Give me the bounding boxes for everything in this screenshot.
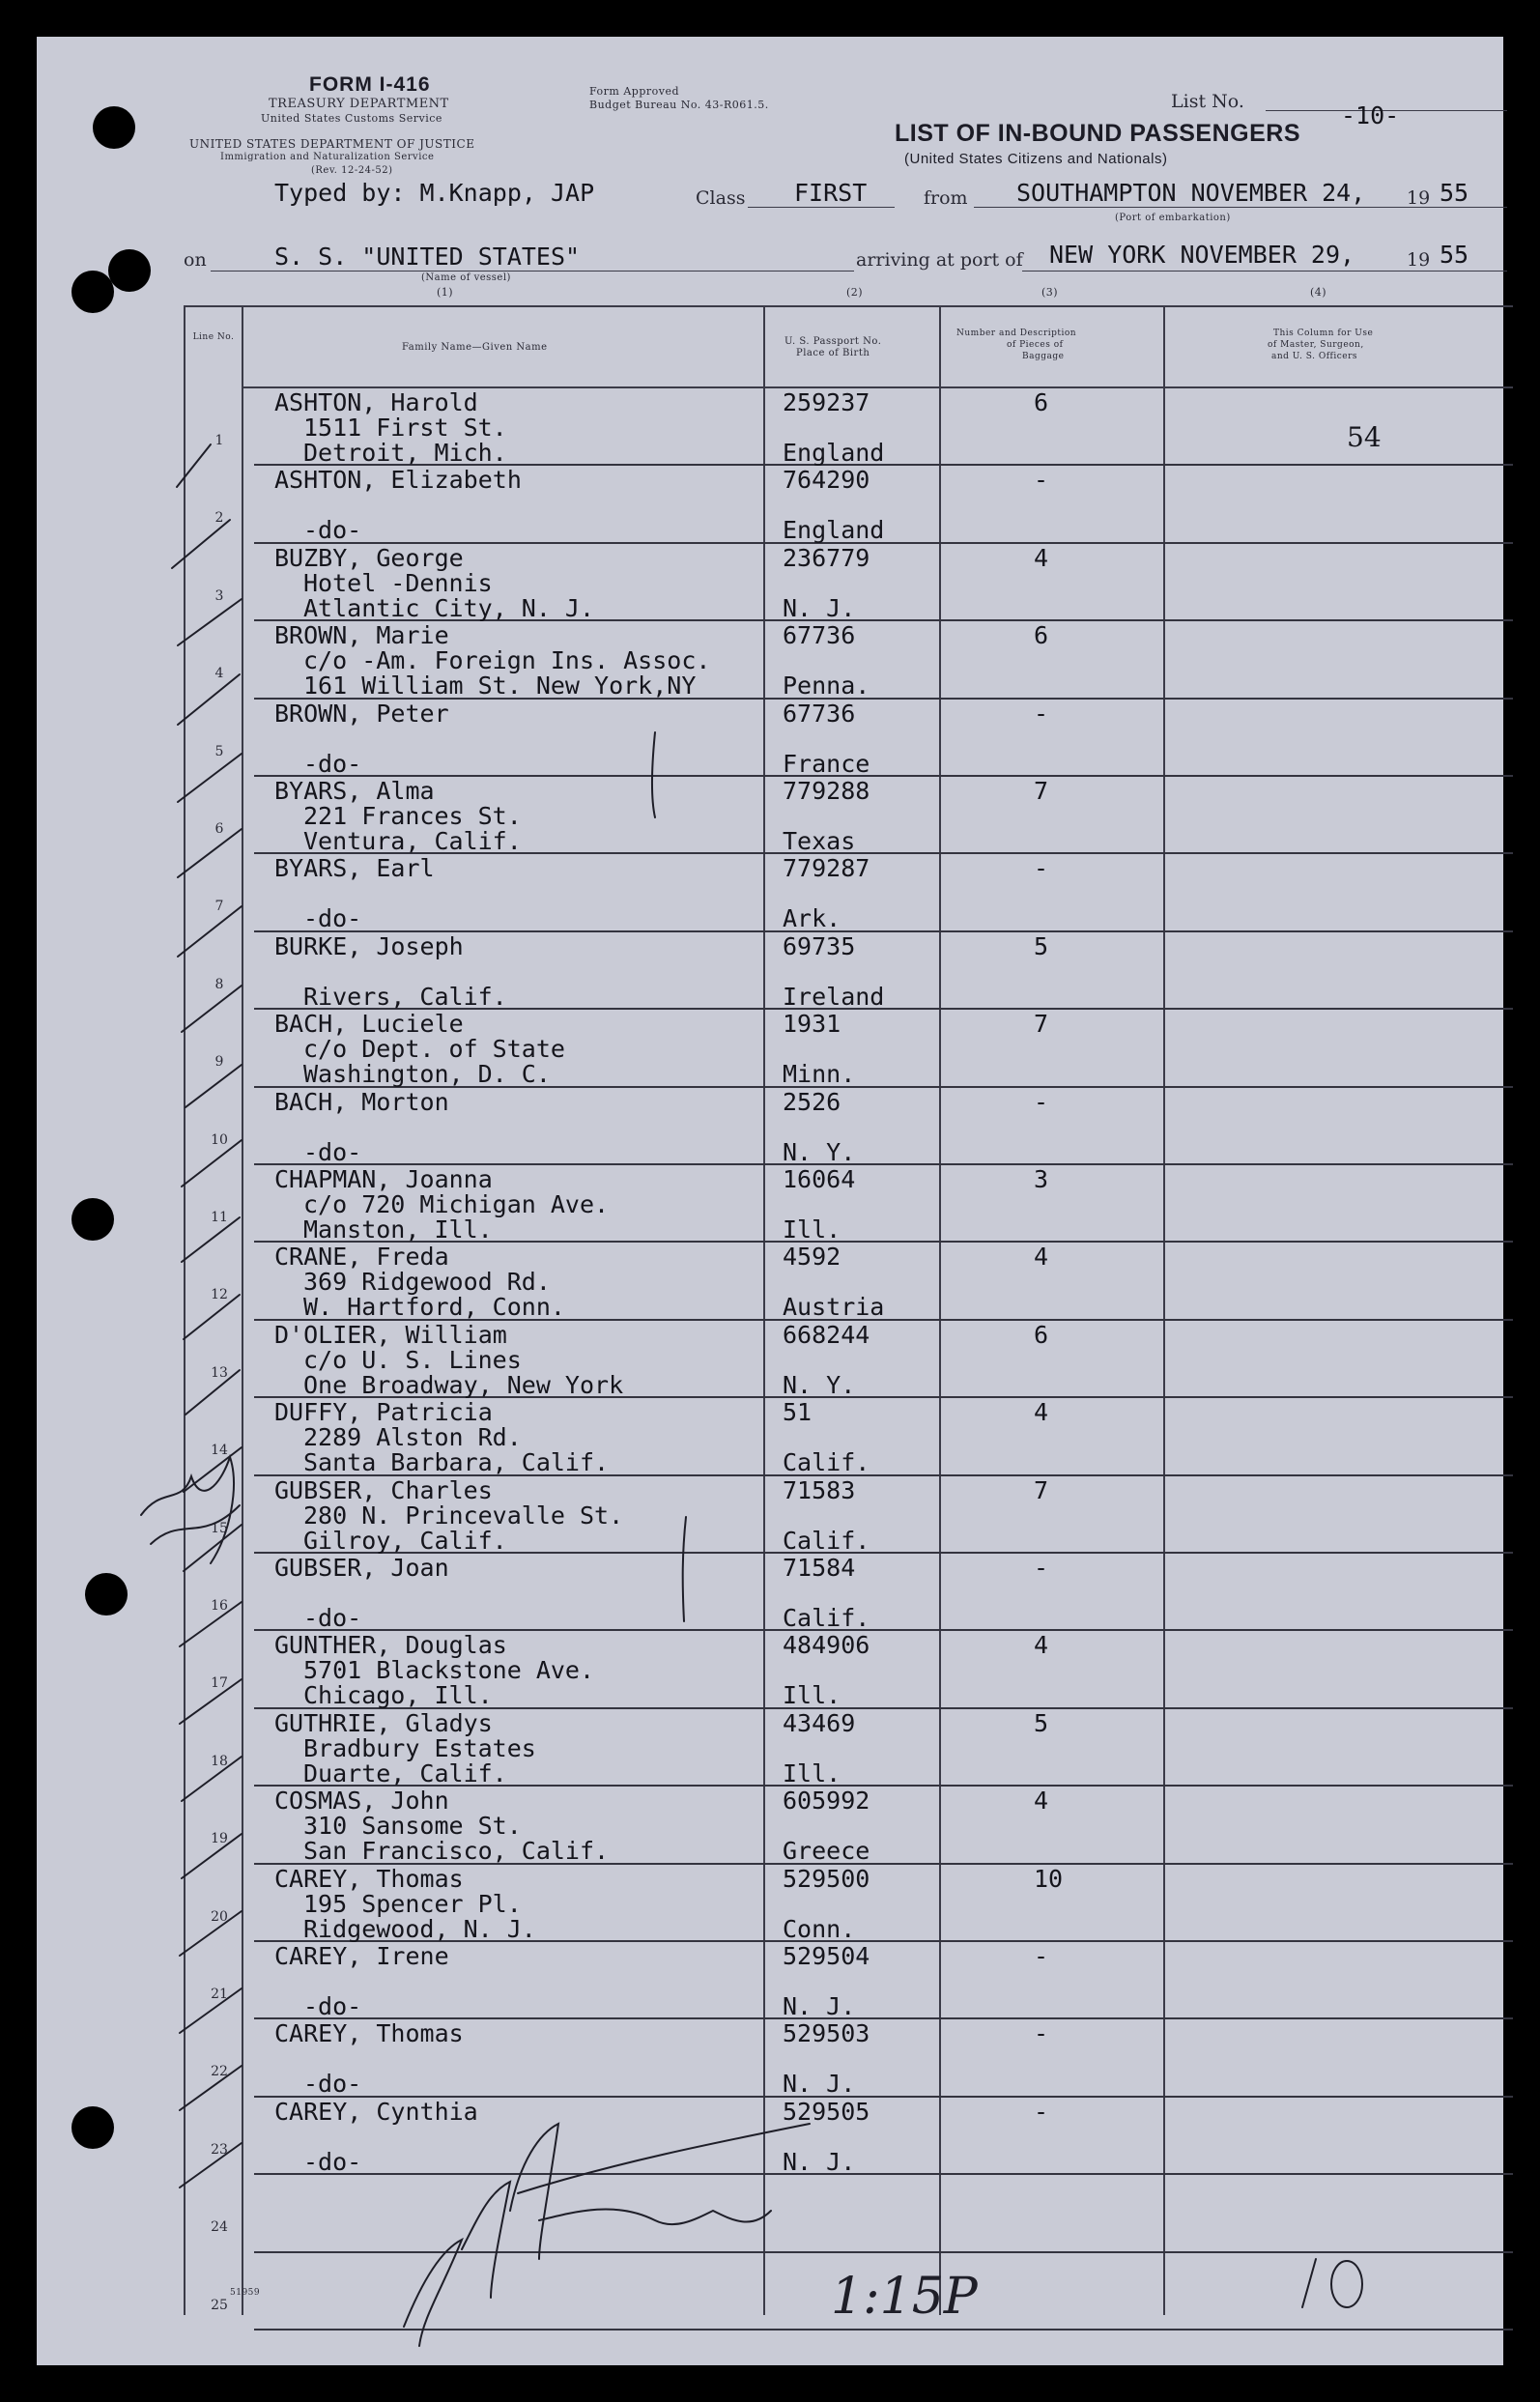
passenger-name: GUNTHER, Douglas: [274, 1631, 507, 1660]
passenger-name: BROWN, Marie: [274, 621, 449, 650]
passenger-name: BUZBY, George: [274, 543, 464, 572]
passport-number: 4592: [783, 1243, 841, 1272]
header-birthplace: Place of Birth: [796, 348, 870, 358]
column-number: (1): [437, 286, 454, 299]
birthplace: Ark.: [783, 904, 841, 933]
check-mark: [178, 754, 242, 802]
birthplace: N. J.: [783, 593, 856, 622]
baggage-count: -: [1034, 699, 1049, 728]
address-line: Washington, D. C.: [303, 1060, 551, 1089]
binder-hole: [93, 106, 135, 149]
check-mark: [178, 599, 242, 645]
line-number: 21: [211, 1987, 228, 2002]
check-mark: [178, 674, 240, 725]
address-line: -do-: [303, 2147, 362, 2176]
pen-stroke: [683, 1517, 686, 1621]
approval-line: Form Approved: [589, 85, 680, 98]
check-mark: [172, 520, 230, 568]
header-baggage: Baggage: [1022, 352, 1065, 361]
baggage-count: 4: [1034, 1243, 1049, 1272]
line-number: 17: [211, 1675, 228, 1692]
birthplace: N. Y.: [783, 1137, 856, 1166]
passenger-name: GUBSER, Charles: [274, 1475, 493, 1504]
address-line: c/o 720 Michigan Ave.: [303, 1190, 610, 1218]
header-line-no: Line No.: [192, 332, 235, 342]
header-baggage: of Pieces of: [1007, 340, 1064, 350]
form-title: LIST OF IN-BOUND PASSENGERS: [895, 120, 1301, 147]
row-divider: [254, 2329, 1513, 2331]
birthplace: Minn.: [783, 1060, 856, 1089]
check-mark: [177, 444, 211, 487]
address-line: Hotel -Dennis: [303, 568, 493, 597]
address-line: Ventura, Calif.: [303, 827, 522, 855]
header-baggage: Number and Description: [956, 329, 1077, 338]
list-no-label: List No.: [1171, 91, 1244, 112]
column-divider: [1163, 305, 1165, 2315]
class-label: Class: [696, 187, 746, 209]
revision-date: (Rev. 12-24-52): [311, 165, 393, 176]
line-number: 2: [214, 510, 224, 527]
address-line: -do-: [303, 1137, 362, 1166]
class-line: [748, 207, 895, 208]
vessel-value: S. S. "UNITED STATES": [274, 243, 581, 271]
passport-number: 1931: [783, 1010, 841, 1039]
year-value: 55: [1440, 179, 1469, 207]
approval-line: Budget Bureau No. 43-R061.5.: [589, 99, 769, 111]
binder-hole: [71, 1198, 114, 1241]
birthplace: Ill.: [783, 1215, 841, 1244]
birthplace: N. J.: [783, 2147, 856, 2176]
check-mark: [185, 1065, 242, 1107]
passenger-name: BYARS, Alma: [274, 777, 435, 805]
address-line: Bradbury Estates: [303, 1733, 536, 1762]
baggage-count: -: [1034, 466, 1049, 495]
header-officers: and U. S. Officers: [1271, 352, 1358, 361]
binder-hole: [71, 271, 114, 313]
line-number: 9: [214, 1054, 224, 1071]
embarkation-caption: (Port of embarkation): [1115, 213, 1231, 223]
passenger-name: GUTHRIE, Gladys: [274, 1708, 493, 1737]
passenger-name: CAREY, Thomas: [274, 2019, 464, 2048]
birthplace: Ireland: [783, 982, 885, 1011]
line-number: 3: [214, 587, 224, 604]
passenger-name: BURKE, Joseph: [274, 931, 464, 960]
birthplace: England: [783, 516, 885, 545]
binder-hole: [108, 249, 151, 292]
agency-line: UNITED STATES DEPARTMENT OF JUSTICE: [189, 137, 475, 151]
address-line: Manston, Ill.: [303, 1215, 493, 1244]
on-label: on: [184, 249, 207, 271]
line-number: 19: [211, 1831, 228, 1847]
birthplace: N. J.: [783, 1992, 856, 2020]
address-line: Duarte, Calif.: [303, 1759, 507, 1787]
birthplace: Greece: [783, 1837, 870, 1866]
address-line: -do-: [303, 1992, 362, 2020]
line-number: 11: [211, 1210, 228, 1225]
passport-number: 779288: [783, 777, 870, 805]
address-line: c/o U. S. Lines: [303, 1345, 522, 1374]
birthplace: Calif.: [783, 1604, 870, 1632]
address-line: -do-: [303, 1604, 362, 1632]
address-line: 369 Ridgewood Rd.: [303, 1268, 551, 1297]
address-line: 161 William St. New York,NY: [303, 672, 697, 701]
column-divider: [184, 305, 185, 2315]
line-number: 18: [211, 1753, 228, 1769]
baggage-count: 6: [1034, 388, 1049, 416]
binder-hole: [71, 2106, 114, 2149]
passport-number: 67736: [783, 699, 856, 728]
column-divider: [242, 305, 243, 2315]
column-number: (2): [846, 286, 864, 299]
line-number: 1: [214, 433, 224, 448]
line-number: 23: [211, 2141, 228, 2158]
baggage-count: -: [1034, 2097, 1049, 2126]
baggage-count: -: [1034, 854, 1049, 883]
agency-line: TREASURY DEPARTMENT: [269, 97, 449, 111]
address-line: Atlantic City, N. J.: [303, 593, 595, 622]
typed-by: Typed by: M.Knapp, JAP: [274, 179, 595, 207]
arrival-line: [1022, 271, 1507, 272]
line-number: 16: [211, 1598, 228, 1614]
row-divider: [254, 2251, 1513, 2253]
scribble: [141, 1457, 234, 1563]
birthplace: Penna.: [783, 672, 870, 701]
passport-number: 2526: [783, 1087, 841, 1116]
birthplace: Texas: [783, 827, 856, 855]
birthplace: Austria: [783, 1293, 885, 1322]
passport-number: 236779: [783, 543, 870, 572]
arrival-year-value: 55: [1440, 241, 1469, 269]
vessel-line: [211, 271, 854, 272]
baggage-count: 10: [1034, 1864, 1064, 1893]
passenger-name: COSMAS, John: [274, 1787, 449, 1816]
address-line: 5701 Blackstone Ave.: [303, 1656, 595, 1685]
birthplace: England: [783, 439, 885, 467]
birthplace: Ill.: [783, 1681, 841, 1710]
passport-number: 67736: [783, 621, 856, 650]
address-line: 280 N. Princevalle St.: [303, 1501, 624, 1530]
address-line: c/o Dept. of State: [303, 1035, 565, 1064]
line-number: 20: [211, 1908, 228, 1925]
agency-line: United States Customs Service: [261, 112, 442, 125]
baggage-count: -: [1034, 1087, 1049, 1116]
address-line: Rivers, Calif.: [303, 982, 507, 1011]
baggage-count: 4: [1034, 543, 1049, 572]
line-number: 12: [211, 1287, 228, 1303]
address-line: Detroit, Mich.: [303, 439, 507, 467]
passport-number: 529505: [783, 2097, 870, 2126]
address-line: -do-: [303, 2070, 362, 2099]
column-number: (4): [1310, 286, 1327, 299]
year-prefix: 19: [1407, 187, 1431, 209]
passenger-name: DUFFY, Patricia: [274, 1398, 493, 1427]
passenger-name: CHAPMAN, Joanna: [274, 1165, 493, 1193]
baggage-count: -: [1034, 1942, 1049, 1970]
baggage-count: 6: [1034, 1320, 1049, 1349]
address-line: One Broadway, New York: [303, 1370, 624, 1399]
baggage-count: 7: [1034, 777, 1049, 805]
row-divider: [254, 775, 1513, 777]
passport-number: 764290: [783, 466, 870, 495]
passport-number: 43469: [783, 1708, 856, 1737]
arrival-year-prefix: 19: [1407, 249, 1431, 271]
address-line: 1511 First St.: [303, 414, 507, 442]
address-line: 310 Sansome St.: [303, 1812, 522, 1841]
passport-number: 16064: [783, 1165, 856, 1193]
birthplace: N. Y.: [783, 1370, 856, 1399]
address-line: 195 Spencer Pl.: [303, 1889, 522, 1918]
baggage-count: 3: [1034, 1165, 1049, 1193]
header-officers: This Column for Use: [1273, 329, 1374, 338]
binder-hole: [85, 1573, 128, 1616]
passenger-name: CAREY, Thomas: [274, 1864, 464, 1893]
form-number: FORM I-416: [309, 73, 431, 96]
line-number: 13: [211, 1364, 228, 1381]
baggage-count: 4: [1034, 1631, 1049, 1660]
birthplace: Calif.: [783, 1448, 870, 1477]
baggage-count: 7: [1034, 1010, 1049, 1039]
vessel-caption: (Name of vessel): [421, 272, 511, 283]
passenger-name: ASHTON, Elizabeth: [274, 466, 522, 495]
baggage-count: 4: [1034, 1787, 1049, 1816]
line-number: 24: [211, 2219, 228, 2236]
line-number: 8: [214, 976, 224, 992]
check-mark: [182, 986, 242, 1032]
column-number: (3): [1041, 286, 1059, 299]
officer-note: 54: [1347, 421, 1382, 453]
row-divider: [254, 2173, 1513, 2175]
passport-number: 529503: [783, 2019, 870, 2048]
address-line: Santa Barbara, Calif.: [303, 1448, 610, 1477]
line-number: 15: [211, 1520, 228, 1536]
address-line: 221 Frances St.: [303, 802, 522, 830]
passenger-name: BYARS, Earl: [274, 854, 435, 883]
address-line: W. Hartford, Conn.: [303, 1293, 565, 1322]
passenger-name: D'OLIER, William: [274, 1320, 507, 1349]
signature-stroke: [404, 2124, 771, 2346]
handwritten-time: 1:15P: [831, 2268, 978, 2326]
address-line: Chicago, Ill.: [303, 1681, 493, 1710]
manifest-sheet: [37, 37, 1503, 2365]
header-passport: U. S. Passport No.: [784, 336, 882, 347]
passport-number: 69735: [783, 931, 856, 960]
handwritten-total: [1298, 2257, 1362, 2315]
class-value: FIRST: [794, 179, 868, 207]
passenger-name: CAREY, Irene: [274, 1942, 449, 1970]
embarkation-value: SOUTHAMPTON NOVEMBER 24,: [1016, 179, 1366, 207]
address-line: -do-: [303, 516, 362, 545]
baggage-count: -: [1034, 1554, 1049, 1582]
agency-line: Immigration and Naturalization Service: [220, 152, 435, 162]
baggage-count: 6: [1034, 621, 1049, 650]
baggage-count: -: [1034, 2019, 1049, 2048]
passenger-name: BACH, Morton: [274, 1087, 449, 1116]
line-number: 6: [214, 821, 224, 837]
line-number: 14: [211, 1443, 228, 1459]
passenger-name: BACH, Luciele: [274, 1010, 464, 1039]
passenger-name: ASHTON, Harold: [274, 388, 478, 416]
line-number: 10: [211, 1131, 228, 1148]
birthplace: Calif.: [783, 1526, 870, 1555]
baggage-count: 7: [1034, 1475, 1049, 1504]
passport-number: 71583: [783, 1475, 856, 1504]
passport-number: 605992: [783, 1787, 870, 1816]
header-officers: of Master, Surgeon,: [1268, 340, 1364, 350]
baggage-count: 4: [1034, 1398, 1049, 1427]
column-divider: [763, 305, 765, 2315]
address-line: Gilroy, Calif.: [303, 1526, 507, 1555]
passport-number: 51: [783, 1398, 813, 1427]
line-number: 22: [211, 2064, 228, 2080]
passenger-name: CAREY, Cynthia: [274, 2097, 478, 2126]
pen-stroke: [518, 2124, 810, 2193]
list-no-value: -10-: [1341, 101, 1400, 129]
form-subtitle: (United States Citizens and Nationals): [904, 151, 1168, 167]
passenger-name: BROWN, Peter: [274, 699, 449, 728]
line-number: 25: [211, 2297, 228, 2313]
column-divider: [939, 305, 941, 2315]
address-line: Ridgewood, N. J.: [303, 1914, 536, 1943]
passport-number: 529504: [783, 1942, 870, 1970]
table-top-border: [184, 305, 1513, 307]
passport-number: 484906: [783, 1631, 870, 1660]
line-number: 7: [214, 899, 224, 915]
passenger-name: GUBSER, Joan: [274, 1554, 449, 1582]
passport-number: 668244: [783, 1320, 870, 1349]
baggage-count: 5: [1034, 1708, 1049, 1737]
address-line: -do-: [303, 904, 362, 933]
address-line: c/o -Am. Foreign Ins. Assoc.: [303, 646, 711, 675]
birthplace: France: [783, 749, 870, 778]
passport-number: 259237: [783, 388, 870, 416]
passport-number: 779287: [783, 854, 870, 883]
address-line: San Francisco, Calif.: [303, 1837, 610, 1866]
from-label: from: [924, 187, 968, 209]
passport-number: 71584: [783, 1554, 856, 1582]
footer-code: 51959: [230, 2288, 261, 2298]
arrival-value: NEW YORK NOVEMBER 29,: [1049, 241, 1355, 269]
arriving-label: arriving at port of: [856, 249, 1023, 271]
baggage-count: 5: [1034, 931, 1049, 960]
line-number: 4: [214, 666, 224, 682]
birthplace: Conn.: [783, 1914, 856, 1943]
header-name: Family Name—Given Name: [402, 342, 548, 353]
passenger-name: CRANE, Freda: [274, 1243, 449, 1272]
birthplace: N. J.: [783, 2070, 856, 2099]
birthplace: Ill.: [783, 1759, 841, 1787]
address-line: -do-: [303, 749, 362, 778]
passport-number: 529500: [783, 1864, 870, 1893]
address-line: 2289 Alston Rd.: [303, 1423, 522, 1452]
line-number: 5: [214, 743, 224, 759]
